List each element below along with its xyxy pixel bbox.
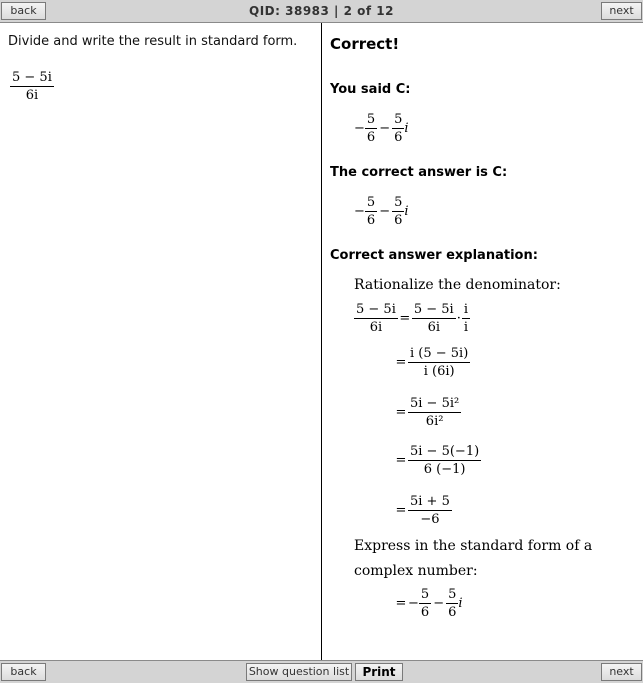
you-said-label: You said C: (330, 82, 411, 97)
print-button[interactable]: Print (355, 663, 403, 681)
next-button[interactable]: next (601, 2, 642, 20)
bottom-back-button[interactable]: back (1, 663, 46, 681)
step-3: = $\frac{\text{5i − 5i²}}{\text{6i²}}$ (395, 396, 460, 429)
show-question-list-button[interactable]: Show question list (246, 663, 352, 681)
expr-denominator: 6i (25, 88, 39, 103)
back-button[interactable]: back (1, 2, 46, 20)
step-1: $\frac{5 - 5i}{6i}$ = $\frac{5 - 5i}{6i}$ · $\frac{i}{i}$ (356, 302, 469, 335)
explanation-express-2: complex number: (354, 563, 478, 579)
bottom-toolbar (0, 660, 643, 683)
correct-answer: − $\frac{5}{6}$ − $\frac{5}{6}$ i (354, 195, 409, 228)
question-expression (10, 69, 54, 104)
explanation-rationalize: Rationalize the denominator: (354, 277, 561, 293)
explanation-label: Correct answer explanation: (330, 248, 538, 263)
explanation-express-1: Express in the standard form of a (354, 538, 593, 554)
correct-answer-label: The correct answer is C: (330, 165, 508, 180)
result-status: Correct! (330, 35, 400, 53)
question-id-counter: QID: 38983 | 2 of 12 (249, 4, 394, 18)
final-answer: = − $\frac{5}{6}$ − $\frac{5}{6}$ i (395, 587, 463, 620)
bottom-next-button[interactable]: next (601, 663, 642, 681)
step-4: = $\frac{5i - 5(-1)}{6 (-1)}$ (395, 444, 480, 477)
your-answer: − $\frac{5}{6}$ − $\frac{5}{6}$ i (354, 112, 409, 145)
step-5: = $\frac{5i + 5}{-6}$ (395, 494, 450, 527)
top-toolbar (0, 0, 643, 23)
question-prompt: Divide and write the result in standard form. (8, 34, 298, 49)
pane-divider (321, 23, 322, 660)
expr-numerator: 5 − 5i (12, 70, 52, 85)
step-2: = $\frac{i (5 - 5i)}{i (6i)}$ (395, 346, 469, 379)
